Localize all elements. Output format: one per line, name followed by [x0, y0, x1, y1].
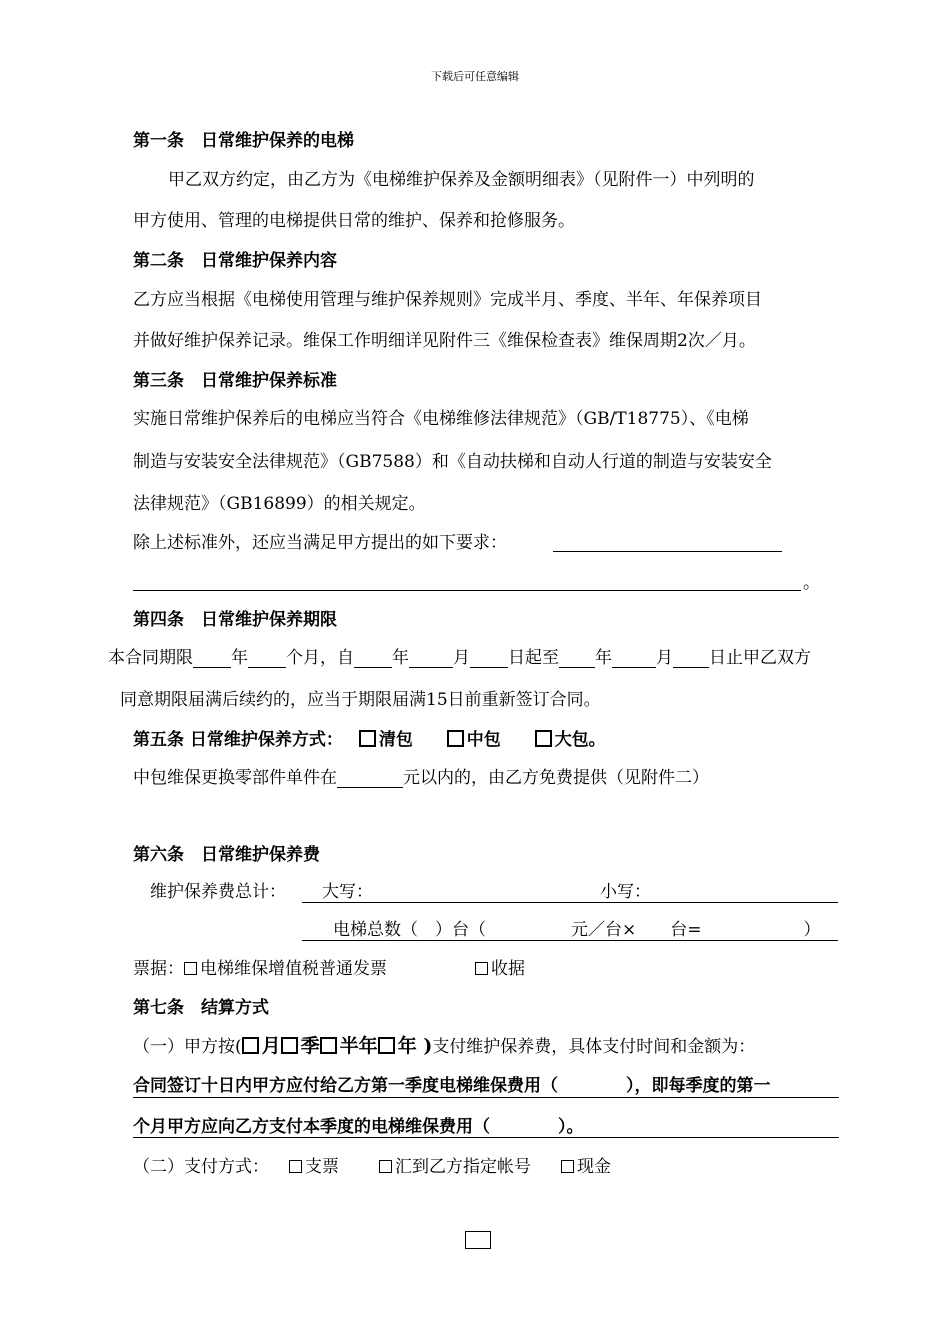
article-5-parts-line — [133, 768, 709, 788]
checkbox-icon[interactable] — [535, 730, 552, 747]
payment-method-line — [133, 1157, 611, 1177]
term-text: 本合同期限 — [108, 648, 193, 668]
fee-total-blank-line[interactable] — [302, 902, 838, 903]
payment-text: ) — [416, 1035, 433, 1057]
option-large-package[interactable] — [535, 730, 606, 750]
payment-period-line — [133, 1036, 755, 1057]
option-label: 支票 — [305, 1157, 339, 1177]
payment-detail-line-2: 个月甲方应向乙方支付本季度的电梯维保费用（ ）。 — [133, 1117, 584, 1137]
article-4-title: 第四条 日常维护保养期限 — [133, 610, 337, 630]
checkbox-icon[interactable] — [289, 1160, 302, 1173]
article-2-title: 第二条 日常维护保养内容 — [133, 251, 337, 271]
payment-detail-line-1: 合同签订十日内甲方应付给乙方第一季度电梯维保费用（ ），即每季度的第一 — [133, 1076, 771, 1096]
article-5-title: 第五条 日常维护保养方式： — [133, 730, 343, 750]
term-months-blank[interactable] — [248, 649, 286, 668]
pay-option-cash[interactable] — [561, 1157, 611, 1177]
invoice-line — [133, 959, 525, 979]
term-text: 日止甲乙双方 — [709, 648, 811, 668]
checkbox-icon[interactable] — [475, 962, 488, 975]
term-text: 年 — [392, 648, 409, 668]
parts-text: 元以内的，由乙方免费提供（见附件二） — [403, 768, 709, 788]
checkbox-icon[interactable] — [281, 1037, 298, 1054]
article-4-term-line — [108, 648, 811, 668]
option-full-package[interactable] — [359, 730, 413, 750]
article-6-title: 第六条 日常维护保养费 — [133, 845, 320, 865]
pay-option-check[interactable] — [289, 1157, 339, 1177]
payment-method-label: （二）支付方式： — [133, 1157, 269, 1177]
option-label: 汇到乙方指定帐号 — [395, 1157, 531, 1177]
elevator-count-blank-line[interactable] — [302, 940, 838, 941]
end-year-blank[interactable] — [559, 649, 595, 668]
article-2-para-line-2: 并做好维护保养记录。维保工作明细详见附件三《维保检查表》维保周期2次／月。 — [133, 331, 756, 351]
checkbox-icon[interactable] — [242, 1037, 259, 1054]
parts-text: 中包维保更换零部件单件在 — [133, 768, 337, 788]
article-3-para-line-1: 实施日常维护保养后的电梯应当符合《电梯维修法律规范》（GB/T18775）、《电梯 — [133, 409, 749, 429]
option-label: 半年 — [339, 1035, 378, 1057]
elevator-count-line: 电梯总数（ ）台（ 元／台× 台= ） — [333, 920, 821, 940]
term-text: 月 — [656, 648, 673, 668]
start-year-blank[interactable] — [354, 649, 392, 668]
start-month-blank[interactable] — [409, 649, 453, 668]
payment-period-options — [242, 1035, 433, 1057]
page-header: 下载后可任意编辑 — [431, 70, 519, 83]
checkbox-icon[interactable] — [379, 1160, 392, 1173]
article-3-para-line-3: 法律规范》（GB16899）的相关规定。 — [133, 494, 426, 514]
payment-text: （一）甲方按( — [133, 1037, 242, 1057]
option-label: 现金 — [577, 1157, 611, 1177]
invoice-option-receipt[interactable] — [475, 959, 525, 979]
article-2-para-line-1: 乙方应当根据《电梯使用管理与维护保养规则》完成半月、季度、半年、年保养项目 — [133, 290, 762, 310]
option-label: 收据 — [491, 959, 525, 979]
article-7-title: 第七条 结算方式 — [133, 998, 269, 1018]
option-mid-package[interactable] — [447, 730, 501, 750]
term-text: 个月，自 — [286, 648, 354, 668]
payment-text: 支付维护保养费，具体支付时间和金额为： — [432, 1037, 756, 1057]
option-label: 电梯维保增值税普通发票 — [200, 959, 387, 979]
article-1-title: 第一条 日常维护保养的电梯 — [133, 131, 354, 151]
pay-option-transfer[interactable] — [379, 1157, 531, 1177]
requirements-end-mark: 。 — [803, 573, 820, 593]
term-text: 年 — [595, 648, 612, 668]
checkbox-icon[interactable] — [359, 730, 376, 747]
option-label: 季 — [300, 1035, 320, 1057]
invoice-option-vat[interactable] — [184, 959, 387, 979]
requirements-blank-line-2[interactable] — [133, 590, 801, 591]
requirements-blank-line-1[interactable] — [553, 551, 782, 552]
payment-detail-underline-1 — [133, 1097, 839, 1098]
period-option-year[interactable] — [378, 1035, 417, 1057]
checkbox-icon[interactable] — [184, 962, 197, 975]
option-label: 年 — [397, 1035, 417, 1057]
article-4-renewal-line: 同意期限届满后续约的，应当于期限届满15日前重新签订合同。 — [120, 690, 601, 710]
article-3-requirements-label: 除上述标准外，还应当满足甲方提出的如下要求： — [133, 533, 507, 553]
period-option-half-year[interactable] — [320, 1035, 378, 1057]
article-3-para-line-2: 制造与安装安全法律规范》（GB7588）和《自动扶梯和自动人行道的制造与安装安全 — [133, 452, 772, 472]
checkbox-icon[interactable] — [561, 1160, 574, 1173]
term-text: 月 — [453, 648, 470, 668]
article-3-title: 第三条 日常维护保养标准 — [133, 371, 337, 391]
page-number-box — [465, 1231, 491, 1249]
period-option-quarter[interactable] — [281, 1035, 320, 1057]
parts-amount-blank[interactable] — [337, 769, 403, 788]
invoice-label: 票据： — [133, 959, 184, 979]
fee-total-label: 维护保养费总计： — [150, 882, 286, 902]
term-text: 日起至 — [508, 648, 559, 668]
option-label: 清包 — [378, 730, 413, 750]
term-years-blank[interactable] — [193, 649, 231, 668]
article-1-para-line-2: 甲方使用、管理的电梯提供日常的维护、保养和抢修服务。 — [133, 211, 575, 231]
period-option-month[interactable] — [242, 1035, 281, 1057]
option-label: 中包 — [466, 730, 501, 750]
option-label: 月 — [261, 1035, 281, 1057]
fee-lowercase-label: 小写： — [600, 882, 651, 902]
fee-uppercase-label: 大写： — [322, 882, 373, 902]
option-label: 大包。 — [554, 730, 606, 750]
article-5-line — [133, 730, 606, 750]
start-day-blank[interactable] — [470, 649, 508, 668]
checkbox-icon[interactable] — [378, 1037, 395, 1054]
checkbox-icon[interactable] — [320, 1037, 337, 1054]
payment-detail-underline-2 — [133, 1137, 839, 1138]
checkbox-icon[interactable] — [447, 730, 464, 747]
end-month-blank[interactable] — [612, 649, 656, 668]
article-1-para-line-1: 甲乙双方约定，由乙方为《电梯维护保养及金额明细表》（见附件一）中列明的 — [168, 170, 755, 190]
end-day-blank[interactable] — [673, 649, 709, 668]
term-text: 年 — [231, 648, 248, 668]
